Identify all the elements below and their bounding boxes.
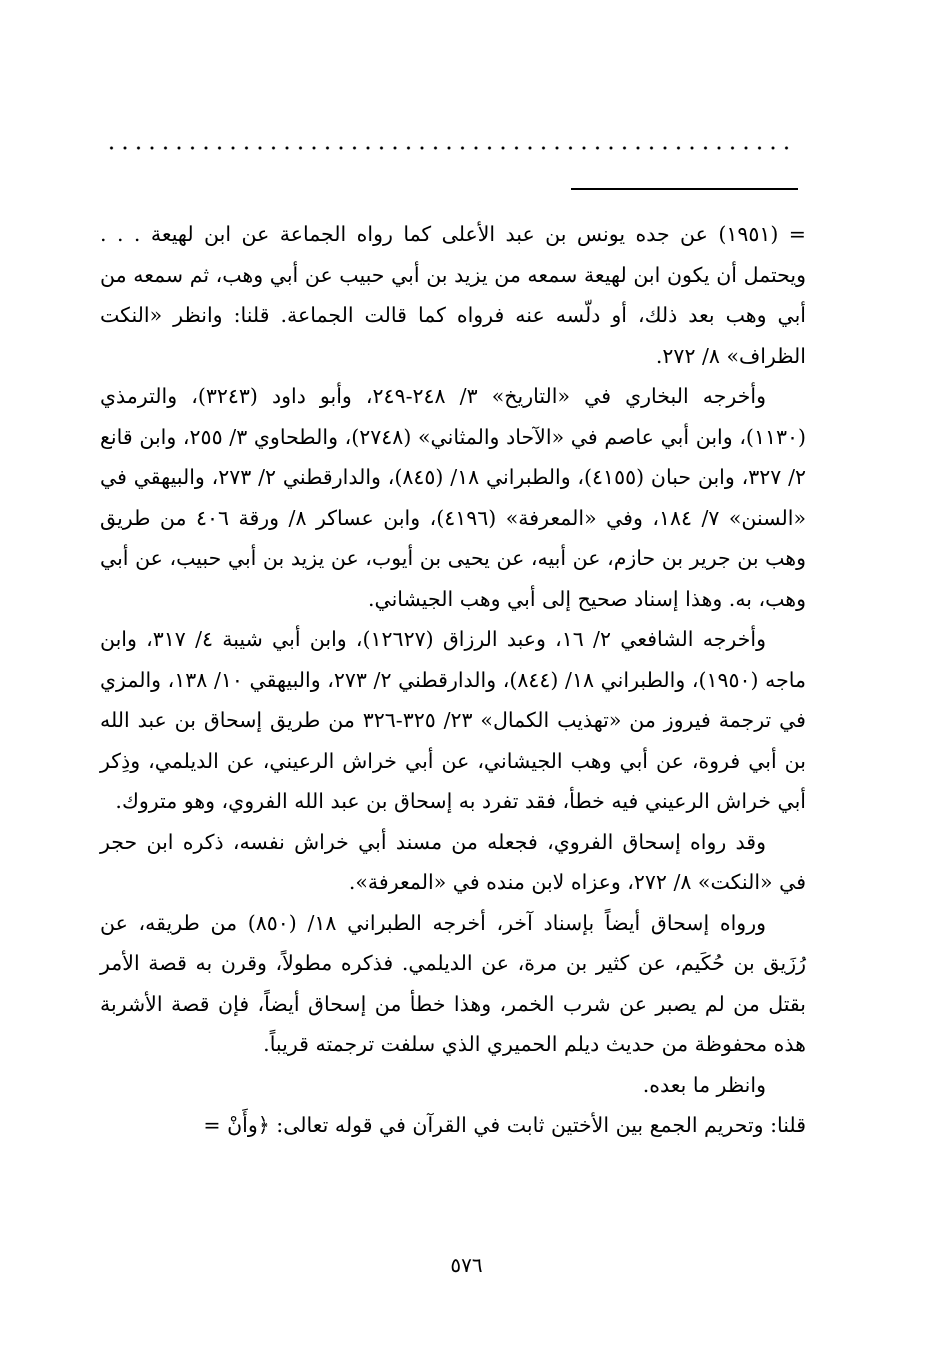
footnote-paragraph: وأخرجه البخاري في «التاريخ» ٣/ ٢٤٨-٢٤٩، وأبو داود (٣٢٤٣)، والترمذي (١١٣٠)، وابن أبي عاصم في «الآحاد والمثاني» (٢٧٤٨)، والطحاوي ٣/ ٢٥٥، وابن قانع ٢/ ٣٢٧، وابن حبان (٤١٥٥)، والطبراني ١٨/ (٨٤٥)، والدارقطني ٢/ ٢٧٣، والبيهقي في «السنن» ٧/ ١٨٤، وفي «المعرفة» (٤١٩٦)، وابن عساكر ٨/ ورقة ٤٠٦ من طريق وهب بن جرير بن حازم، عن أبيه، عن يحيى بن أيوب، عن يزيد بن أبي حبيب، عن أبي وهب، به. وهذا إسناد صحيح إلى أبي وهب الجيشاني.	[100, 384, 806, 611]
footnote-body	[100, 214, 806, 1146]
footnote-paragraph: وانظر ما بعده.	[642, 1072, 766, 1097]
footnote-paragraph: وقد رواه إسحاق الفروي، فجعله من مسند أبي خراش نفسه، ذكره ابن حجر في «النكت» ٨/ ٢٧٢، وعزاه لابن منده في «المعرفة».	[100, 829, 806, 894]
footnote-paragraph: ورواه إسحاق أيضاً بإسناد آخر، أخرجه الطبراني ١٨/ (٨٥٠) من طريقه، عن رُزَيق بن حُكَيم، عن كثير بن مرة، عن الديلمي. فذكره مطولاً، وقرن به قصة الأمر بقتل من لم يصبر عن شرب الخمر، وهذا خطأ من إسحاق أيضاً، فإن قصة الأشربة هذه محفوظة من حديث ديلم الحميري الذي سلفت ترجمته قريباً.	[100, 910, 806, 1056]
footnote-paragraph: قلنا: وتحريم الجمع بين الأختين ثابت في القرآن في قوله تعالى: ﴿وأَنْ =	[203, 1113, 806, 1137]
footnote-paragraph: وأخرجه الشافعي ٢/ ١٦، وعبد الرزاق (١٢٦٢٧)، وابن أبي شيبة ٤/ ٣١٧، وابن ماجه (١٩٥٠)، والطبراني ١٨/ (٨٤٤)، والدارقطني ٢/ ٢٧٣، والبيهقي ١٠/ ١٣٨، والمزي في ترجمة فيروز من «تهذيب الكمال» ٢٣/ ٣٢٥-٣٢٦ من طريق إسحاق بن عبد الله بن أبي فروة، عن أبي وهب الجيشاني، عن أبي خراش الرعيني، عن الديلمي، وذِكر أبي خراش الرعيني فيه خطأ، فقد تفرد به إسحاق بن عبد الله الفروي، وهو متروك.	[100, 627, 806, 813]
footnote-rule	[571, 188, 798, 190]
footnote-paragraph: = (١٩٥١) عن جده يونس بن عبد الأعلى كما رواه الجماعة عن ابن لهيعة . . . ويحتمل أن يكون ابن لهيعة سمعه من يزيد بن أبي حبيب عن أبي وهب، ثم سمعه من أبي وهب بعد ذلك، أو دلّسه عنه فرواه كما قالت الجماعة. قلنا: وانظر «النكت الظراف» ٨/ ٢٧٢.	[100, 222, 806, 368]
page-number: ٥٧٦	[450, 1253, 483, 1277]
dotted-separator	[100, 141, 798, 155]
